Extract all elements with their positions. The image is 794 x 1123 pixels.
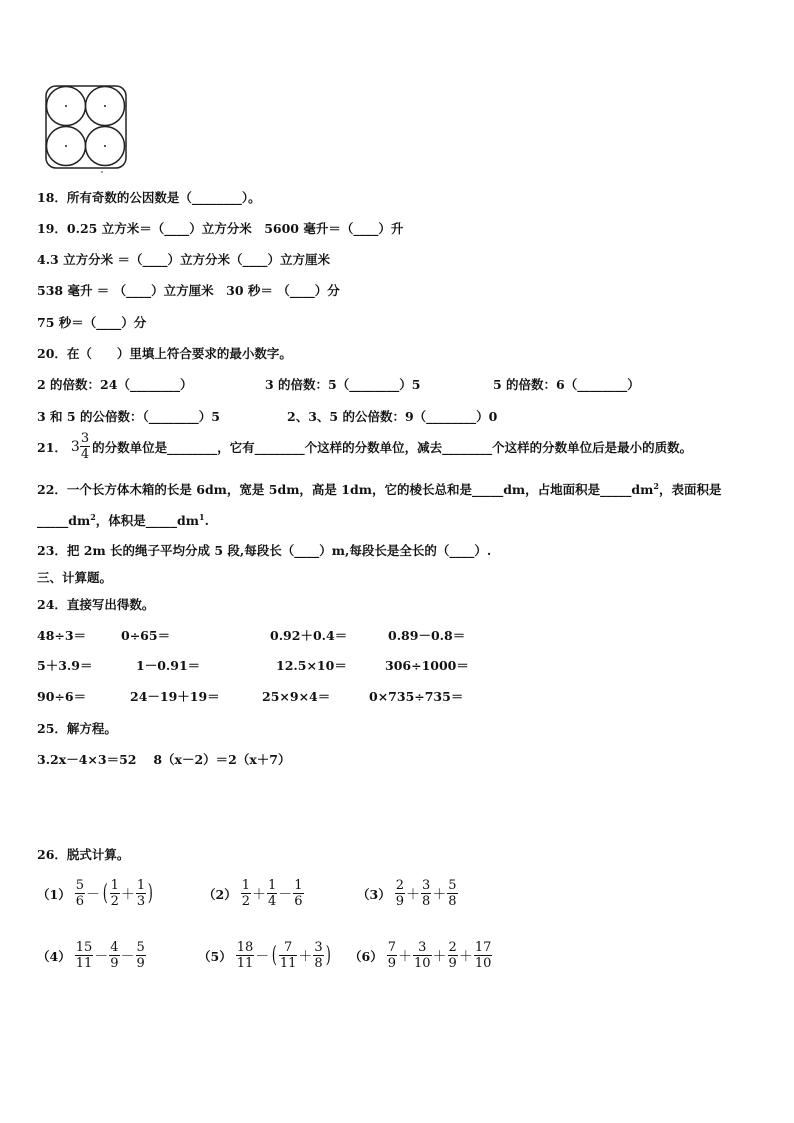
operator: － xyxy=(94,948,109,965)
expr-1-label: （1） xyxy=(37,886,71,902)
expr-6-label: （6） xyxy=(349,948,383,964)
expr-2-label: （2） xyxy=(203,886,237,902)
frac xyxy=(474,940,493,971)
q22-text-a: 22．一个长方体木箱的长是 6dm，宽是 5dm，高是 1dm，它的棱长总和是_____dm，占地面积是_____dm xyxy=(37,482,654,497)
question-20-item-a: 2 的倍数：24（________） xyxy=(37,377,193,392)
expr-3-label: （3） xyxy=(357,886,391,902)
operator: ＋ xyxy=(298,948,313,965)
expr-3 xyxy=(357,878,458,909)
den: 8 xyxy=(314,956,323,971)
calc-r2-c1: 5＋3.9＝ xyxy=(37,658,93,673)
open-paren: ( xyxy=(271,942,278,968)
frac xyxy=(448,940,458,971)
den: 9 xyxy=(387,956,396,971)
calc-r3-c4: 0×735÷735＝ xyxy=(369,689,464,704)
num: 1 xyxy=(136,878,146,893)
den: 9 xyxy=(448,956,457,971)
frac xyxy=(236,940,255,971)
den: 6 xyxy=(75,894,84,909)
frac xyxy=(279,940,298,971)
num: 4 xyxy=(110,940,119,955)
expr-4 xyxy=(37,940,146,971)
num: 1 xyxy=(241,878,250,893)
calc-r1-c3: 0.92＋0.4＝ xyxy=(270,628,348,643)
den: 4 xyxy=(267,894,277,909)
question-19-line3: 538 毫升 ＝ （____）立方厘米 30 秒＝ （____）分 xyxy=(37,283,340,298)
operator: ＋ xyxy=(397,948,412,965)
num: 1 xyxy=(294,878,303,893)
close-paren: ) xyxy=(147,880,154,906)
calc-r2-c4: 306÷1000＝ xyxy=(385,658,469,673)
q22-text-d: ，体积是_____dm xyxy=(95,513,200,528)
question-20-title: 20．在（ ）里填上符合要求的最小数字。 xyxy=(37,346,292,361)
q22-text-b: ，表面积是 xyxy=(658,482,722,497)
frac xyxy=(241,878,251,909)
frac xyxy=(421,878,431,909)
den: 2 xyxy=(241,894,250,909)
den: 6 xyxy=(294,894,303,909)
question-20-item-d: 3 和 5 的公倍数：（________）5 xyxy=(37,409,220,424)
frac xyxy=(110,878,120,909)
question-22-line2 xyxy=(37,511,209,529)
mixed-whole: 3 xyxy=(70,438,80,455)
frac xyxy=(75,878,85,909)
expr-1 xyxy=(37,878,155,909)
den: 9 xyxy=(395,894,404,909)
num: 1 xyxy=(110,878,119,893)
question-20-item-c: 5 的倍数：6（________） xyxy=(493,377,640,392)
question-21 xyxy=(37,431,696,462)
q22-text-c: _____dm xyxy=(37,513,91,528)
operator: ＋ xyxy=(251,886,266,903)
operator: － xyxy=(255,948,270,965)
question-23: 23．把 2m 长的绳子平均分成 5 段,每段长（____）m,每段长是全长的（____）. xyxy=(37,543,492,558)
calc-r1-c4: 0.89－0.8＝ xyxy=(388,628,466,643)
question-22-line1 xyxy=(37,480,721,498)
expr-4-label: （4） xyxy=(37,948,71,964)
num: 3 xyxy=(314,940,323,955)
frac xyxy=(109,940,119,971)
num: 2 xyxy=(448,940,457,955)
section-3-heading: 三、计算题。 xyxy=(37,570,113,585)
four-circles-figure xyxy=(44,84,130,174)
q22-sup-1: 2 xyxy=(653,480,659,491)
question-18: 18．所有奇数的公因数是（________）。 xyxy=(37,190,261,205)
frac xyxy=(136,940,146,971)
operator: ＋ xyxy=(405,886,420,903)
operator: － xyxy=(120,948,135,965)
calc-r2-c3: 12.5×10＝ xyxy=(276,658,347,673)
operator: ＋ xyxy=(432,886,447,903)
den: 11 xyxy=(279,956,297,971)
frac xyxy=(136,878,146,909)
num: 1 xyxy=(267,878,277,893)
expr-5 xyxy=(198,940,332,971)
question-25-equations: 3.2x－4×3＝52 8（x－2）＝2（x＋7） xyxy=(37,752,291,767)
question-26-title: 26．脱式计算。 xyxy=(37,847,130,862)
calc-r1-c1: 48÷3＝ xyxy=(37,628,87,643)
expr-6 xyxy=(349,940,492,971)
num: 7 xyxy=(279,940,298,956)
frac xyxy=(387,940,397,971)
den: 8 xyxy=(421,894,431,909)
operator: ＋ xyxy=(120,886,135,903)
den: 9 xyxy=(136,956,145,971)
frac xyxy=(293,878,303,909)
frac xyxy=(75,940,94,971)
den: 10 xyxy=(413,956,431,971)
close-paren: ) xyxy=(325,942,331,968)
q22-sup-3: 1 xyxy=(199,511,205,522)
q22-sup-2: 2 xyxy=(90,511,96,522)
operator: － xyxy=(85,886,100,903)
num: 7 xyxy=(387,940,396,955)
calc-r3-c2: 24－19＋19＝ xyxy=(130,689,220,704)
den: 8 xyxy=(448,894,457,909)
num: 5 xyxy=(136,940,145,955)
num: 5 xyxy=(448,878,457,893)
frac xyxy=(313,940,323,971)
operator: － xyxy=(278,886,293,903)
num: 3 xyxy=(413,940,432,956)
operator: ＋ xyxy=(458,948,473,965)
den: 10 xyxy=(474,956,492,971)
calc-r1-c2: 0÷65＝ xyxy=(121,628,171,643)
question-21-text: 的分数单位是________，它有________个这样的分数单位，减去________个这样的分数单位后是最小的质数。 xyxy=(92,439,693,455)
num: 3 xyxy=(421,878,431,893)
fraction-numerator: 3 xyxy=(80,431,90,446)
operator: ＋ xyxy=(432,948,447,965)
num: 15 xyxy=(75,940,93,955)
calc-r2-c2: 1－0.91＝ xyxy=(136,658,201,673)
num: 18 xyxy=(236,940,254,955)
den: 2 xyxy=(110,894,119,909)
question-20-item-b: 3 的倍数：5（________）5 xyxy=(265,377,421,392)
num: 17 xyxy=(474,940,492,955)
question-21-number: 21． xyxy=(37,439,67,455)
calc-r3-c1: 90÷6＝ xyxy=(37,689,87,704)
question-19-line2: 4.3 立方分米 ＝（____）立方分米（____）立方厘米 xyxy=(37,252,330,267)
frac xyxy=(395,878,405,909)
num: 5 xyxy=(75,878,84,893)
question-24-title: 24．直接写出得数。 xyxy=(37,597,155,612)
den: 11 xyxy=(236,956,254,971)
question-19-line4: 75 秒＝（____）分 xyxy=(37,315,147,330)
question-20-item-e: 2、3、5 的公倍数：9（________）0 xyxy=(287,409,498,424)
den: 9 xyxy=(110,956,119,971)
frac xyxy=(267,878,277,909)
q22-text-e: . xyxy=(204,513,209,528)
mixed-fraction xyxy=(80,431,90,462)
num: 2 xyxy=(395,878,404,893)
open-paren: ( xyxy=(102,880,108,906)
frac xyxy=(447,878,457,909)
calc-r3-c3: 25×9×4＝ xyxy=(262,689,331,704)
den: 11 xyxy=(75,956,93,971)
den: 3 xyxy=(136,894,146,909)
fraction-denominator: 4 xyxy=(80,447,90,462)
expr-2 xyxy=(203,878,304,909)
question-19-line1: 19．0.25 立方米＝（____）立方分米 5600 毫升＝（____）升 xyxy=(37,221,404,236)
expr-5-label: （5） xyxy=(198,948,232,964)
question-25-title: 25．解方程。 xyxy=(37,721,117,736)
frac xyxy=(413,940,432,971)
